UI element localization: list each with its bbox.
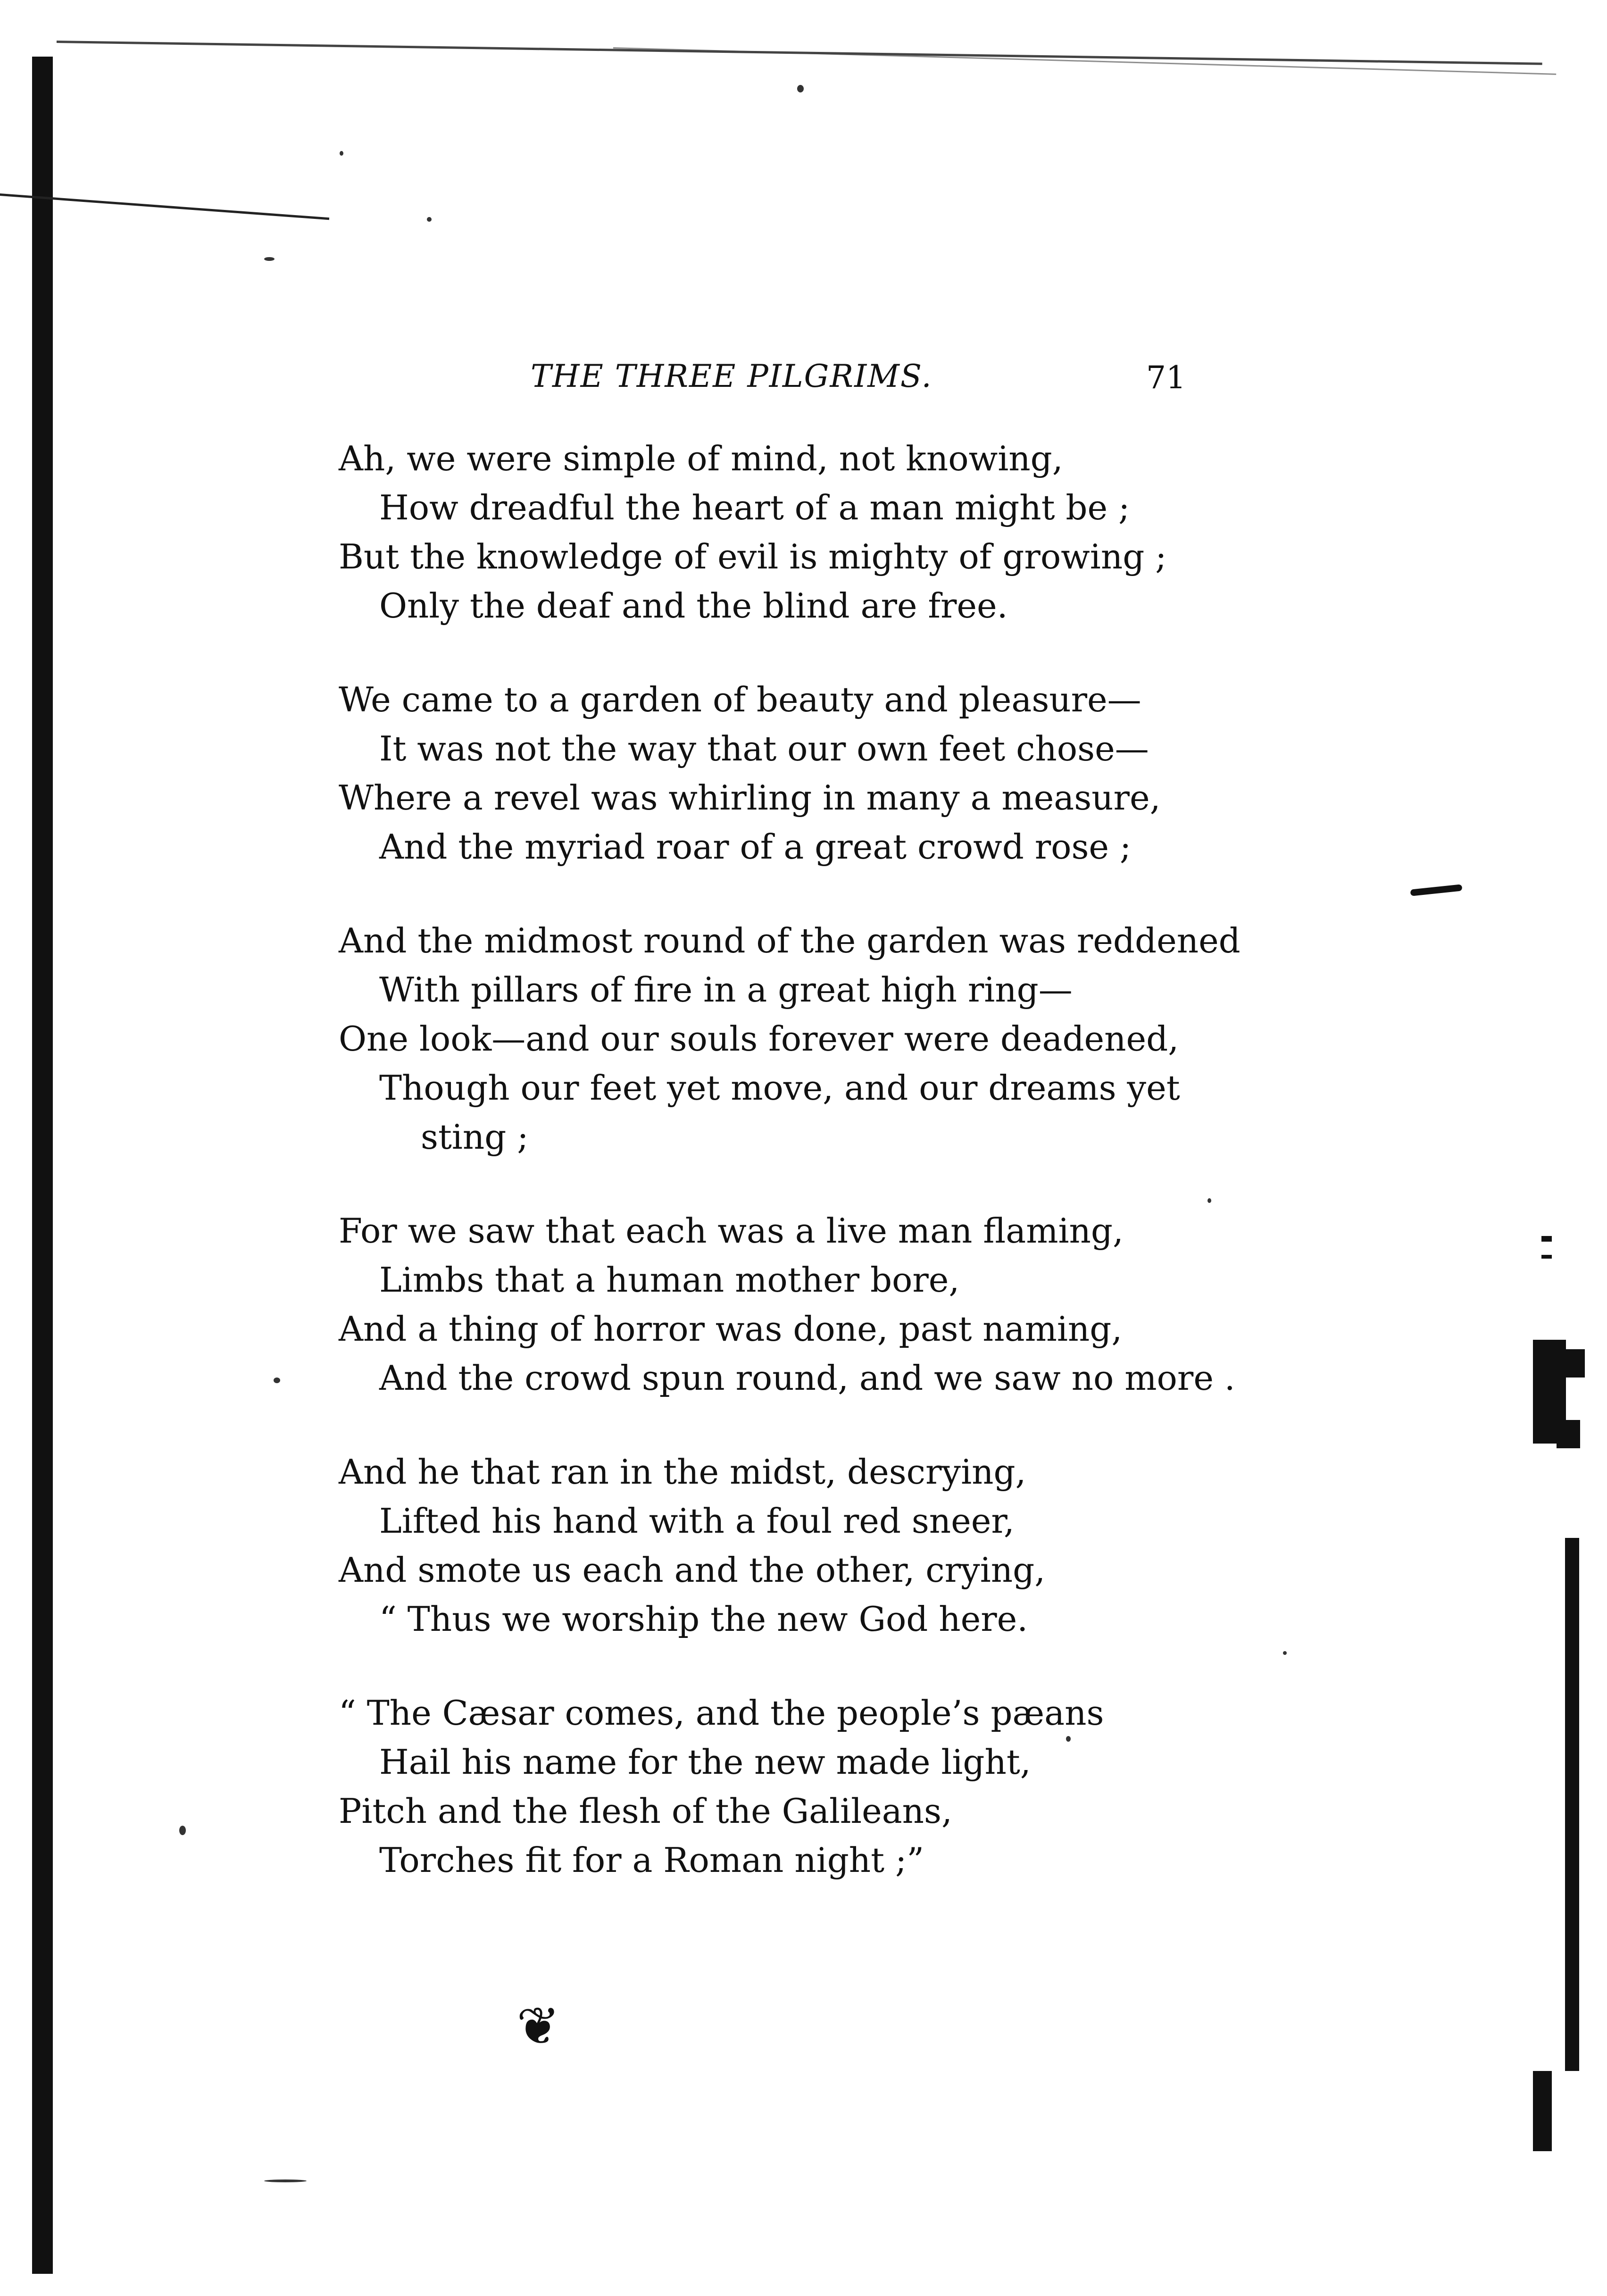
- scan-speck: [1283, 1651, 1287, 1655]
- stanza: [339, 1688, 1282, 1885]
- scan-speck: [340, 151, 343, 156]
- stanza: [339, 1447, 1282, 1644]
- scan-speck: [264, 2179, 307, 2182]
- poem-line: How dreadful the heart of a man might be ;: [379, 488, 1130, 527]
- scan-speck: [797, 85, 804, 92]
- poem-line: “ The Cæsar comes, and the people’s pæans: [339, 1693, 1104, 1733]
- scan-right-mark: [1541, 1255, 1552, 1259]
- scan-speck: [179, 1826, 186, 1835]
- stanza: [339, 916, 1282, 1161]
- stanza: [339, 1206, 1282, 1403]
- poem-line: And smote us each and the other, crying,: [339, 1550, 1046, 1590]
- poem-line: “ Thus we worship the new God here.: [379, 1599, 1028, 1639]
- scan-dash-mark: [1410, 884, 1463, 896]
- poem-line: And he that ran in the midst, descrying,: [339, 1452, 1026, 1492]
- poem-line: Lifted his hand with a foul red sneer,: [379, 1501, 1015, 1541]
- poem-line: Pitch and the flesh of the Galileans,: [339, 1791, 952, 1831]
- poem-line: And the myriad roar of a great crowd rose ;: [379, 827, 1132, 867]
- poem-line: Where a revel was whirling in many a measure,: [339, 778, 1161, 818]
- poem-line: Hail his name for the new made light,: [379, 1742, 1031, 1782]
- poem-line: But the knowledge of evil is mighty of growing ;: [339, 537, 1167, 576]
- scan-speck: [264, 257, 275, 261]
- running-head: THE THREE PILGRIMS.: [531, 358, 933, 394]
- page-number: 71: [1146, 359, 1186, 396]
- poem-line: Though our feet yet move, and our dreams yet: [379, 1068, 1180, 1108]
- scan-right-strip: [1565, 1538, 1579, 2071]
- poem-line: One look—and our souls forever were deadened,: [339, 1019, 1179, 1059]
- poem-line: Torches fit for a Roman night ;”: [379, 1840, 924, 1880]
- poem-line: Only the deaf and the blind are free.: [379, 586, 1008, 626]
- poem-line: It was not the way that our own feet chose—: [379, 729, 1149, 768]
- poem-line: And the crowd spun round, and we saw no more .: [379, 1358, 1235, 1398]
- scan-right-mark: [1557, 1420, 1580, 1448]
- scan-spine-shadow: [32, 57, 53, 2274]
- poem-line: And a thing of horror was done, past naming,: [339, 1309, 1123, 1349]
- poem-line: Ah, we were simple of mind, not knowing,: [339, 439, 1063, 478]
- poem-line: With pillars of fire in a great high ring—: [379, 970, 1073, 1010]
- stanza: [339, 434, 1282, 630]
- stanza: [339, 675, 1282, 871]
- poem-line: sting ;: [421, 1117, 529, 1157]
- scan-right-mark: [1533, 2071, 1552, 2151]
- poem-line: We came to a garden of beauty and pleasure—: [339, 680, 1141, 719]
- scan-right-mark: [1557, 1349, 1585, 1378]
- ornament-fleuron-icon: ❦: [516, 1996, 560, 2056]
- scan-right-mark: [1541, 1236, 1552, 1242]
- poem-line: Limbs that a human mother bore,: [379, 1260, 960, 1300]
- poem-line: For we saw that each was a live man flaming,: [339, 1211, 1124, 1251]
- poem-body: [339, 434, 1282, 1929]
- scan-speck: [274, 1378, 280, 1383]
- scan-speck: [427, 217, 432, 222]
- poem-line: And the midmost round of the garden was reddened: [339, 921, 1241, 960]
